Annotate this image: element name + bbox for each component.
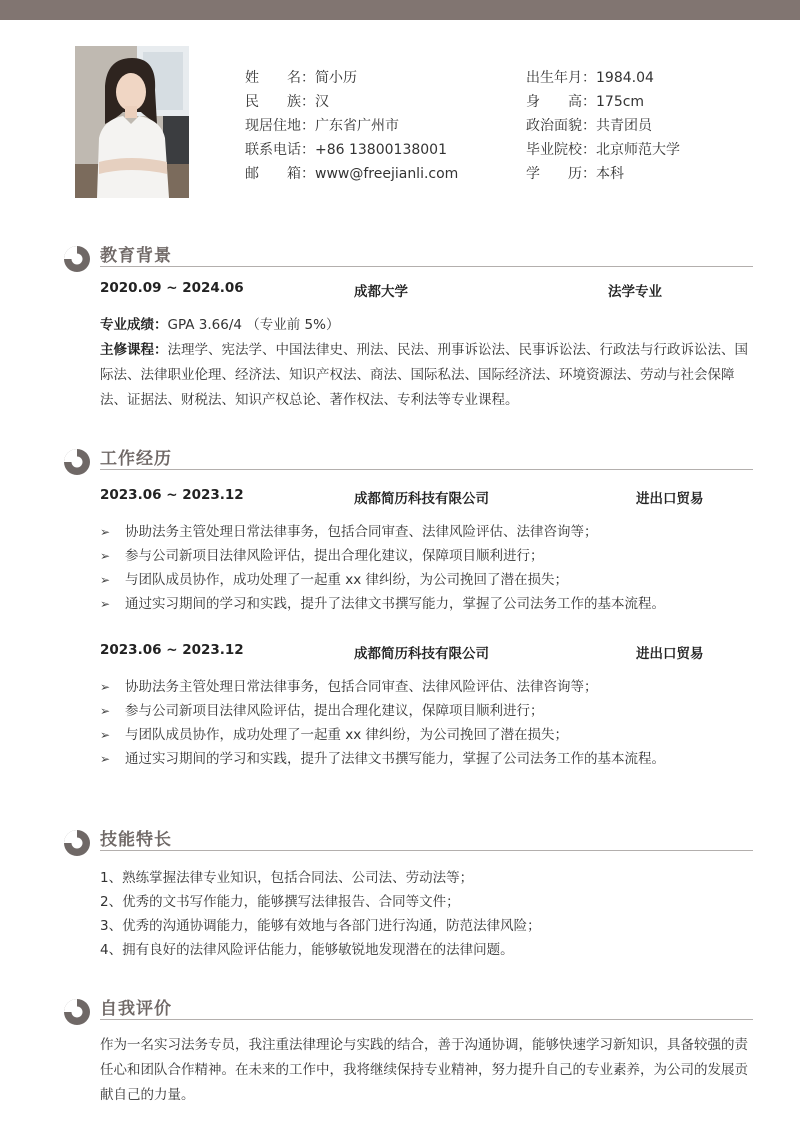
list-item: ➢ 协助法务主管处理日常法律事务，包括合同审查、法律风险评估、法律咨询等；: [100, 675, 753, 699]
section-education: [64, 243, 753, 273]
job-company: 成都简历科技有限公司: [354, 646, 489, 662]
gpa-value: GPA 3.66/4 （专业前 5%）: [167, 317, 340, 333]
list-item: 3、优秀的沟通协调能力，能够有效地与各部门进行沟通，防范法律风险；: [100, 918, 541, 934]
education-major: 法学专业: [608, 284, 662, 300]
list-item: ➢ 与团队成员协作，成功处理了一起重 xx 律纠纷，为公司挽回了潜在损失；: [100, 568, 753, 592]
self-eval-text: 作为一名实习法务专员，我注重法律理论与实践的结合，善于沟通协调，能够快速学习新知识，具备较强的责任心和团队合作精神。在未来的工作中，我将继续保持专业精神，努力提升自己的专业素养，为公司的发展贡献自己的力量。: [100, 1037, 748, 1103]
info-value: 汉: [315, 94, 329, 110]
info-label: 身 高：: [526, 94, 596, 110]
list-item: ➢ 参与公司新项目法律风险评估，提出合理化建议，保障项目顺利进行；: [100, 699, 753, 723]
arrow-bullet-icon: ➢: [100, 549, 111, 563]
info-value: +86 13800138001: [315, 142, 447, 158]
job-period: 2023.06 ~ 2023.12: [100, 487, 244, 503]
info-label: 毕业院校：: [526, 142, 596, 158]
section-skills: [64, 827, 753, 857]
arrow-bullet-icon: ➢: [100, 704, 111, 718]
arrow-bullet-icon: ➢: [100, 752, 111, 766]
job-period: 2023.06 ~ 2023.12: [100, 642, 244, 658]
section-work: [64, 446, 753, 476]
list-item: ➢ 与团队成员协作，成功处理了一起重 xx 律纠纷，为公司挽回了潜在损失；: [100, 723, 753, 747]
section-title: 自我评价: [100, 999, 172, 1019]
job-dept: 进出口贸易: [636, 646, 704, 662]
info-value: 共青团员: [596, 118, 652, 134]
info-label: 民 族：: [245, 94, 315, 110]
info-label: 姓 名：: [245, 70, 315, 86]
section-self-eval: [64, 996, 753, 1026]
list-item: 4、拥有良好的法律风险评估能力，能够敏锐地发现潜在的法律问题。: [100, 942, 514, 958]
section-title: 技能特长: [100, 830, 172, 850]
list-item: ➢ 通过实习期间的学习和实践，提升了法律文书撰写能力，掌握了公司法务工作的基本流程。: [100, 747, 753, 771]
section-divider: [100, 1019, 753, 1020]
job-company: 成都简历科技有限公司: [354, 491, 489, 507]
list-item: ➢ 参与公司新项目法律风险评估，提出合理化建议，保障项目顺利进行；: [100, 544, 753, 568]
section-bullet-icon: [64, 830, 90, 856]
skills-list: [100, 866, 753, 962]
job-dept: 进出口贸易: [636, 491, 704, 507]
courses-value: 法理学、宪法学、中国法律史、刑法、民法、刑事诉讼法、民事诉讼法、行政法与行政诉讼法、国际法、法律职业伦理、经济法、知识产权法、商法、国际私法、国际经济法、环境资源法、劳动与社会保障法、证据法、财税法、知识产权总论、著作权法、专利法等专业课程。: [100, 342, 748, 408]
arrow-bullet-icon: ➢: [100, 573, 111, 587]
info-value: 1984.04: [596, 70, 654, 86]
section-divider: [100, 266, 753, 267]
education-school: 成都大学: [354, 284, 408, 300]
info-label: 出生年月：: [526, 70, 596, 86]
section-bullet-icon: [64, 999, 90, 1025]
section-bullet-icon: [64, 449, 90, 475]
info-value: 本科: [596, 166, 624, 182]
job-header: [100, 487, 720, 507]
education-header: [100, 280, 720, 300]
info-label: 政治面貌：: [526, 118, 596, 134]
education-period: 2020.09 ~ 2024.06: [100, 280, 244, 296]
job-duties: [100, 520, 753, 616]
arrow-bullet-icon: ➢: [100, 597, 111, 611]
section-divider: [100, 469, 753, 470]
info-label: 现居住地：: [245, 118, 315, 134]
arrow-bullet-icon: ➢: [100, 728, 111, 742]
education-details: [100, 313, 753, 413]
list-item: 1、熟练掌握法律专业知识，包括合同法、公司法、劳动法等；: [100, 870, 474, 886]
info-label: 学 历：: [526, 166, 596, 182]
section-bullet-icon: [64, 246, 90, 272]
list-item: ➢ 协助法务主管处理日常法律事务，包括合同审查、法律风险评估、法律咨询等；: [100, 520, 753, 544]
profile-photo: [75, 46, 189, 198]
info-label: 联系电话：: [245, 142, 315, 158]
job-header: [100, 642, 720, 662]
arrow-bullet-icon: ➢: [100, 680, 111, 694]
list-item: ➢ 通过实习期间的学习和实践，提升了法律文书撰写能力，掌握了公司法务工作的基本流程。: [100, 592, 753, 616]
info-value: 简小历: [315, 70, 357, 86]
top-bar: [0, 0, 800, 20]
info-value: www@freejianli.com: [315, 166, 459, 182]
section-title: 工作经历: [100, 449, 172, 469]
info-label: 邮 箱：: [245, 166, 315, 182]
job-duties: [100, 675, 753, 771]
section-divider: [100, 850, 753, 851]
gpa-label: 专业成绩：: [100, 317, 168, 333]
courses-label: 主修课程：: [100, 342, 168, 358]
info-value: 北京师范大学: [596, 142, 680, 158]
arrow-bullet-icon: ➢: [100, 525, 111, 539]
info-value: 175cm: [596, 94, 645, 110]
list-item: 2、优秀的文书写作能力，能够撰写法律报告、合同等文件；: [100, 894, 460, 910]
section-title: 教育背景: [100, 246, 172, 266]
info-value: 广东省广州市: [315, 118, 399, 134]
